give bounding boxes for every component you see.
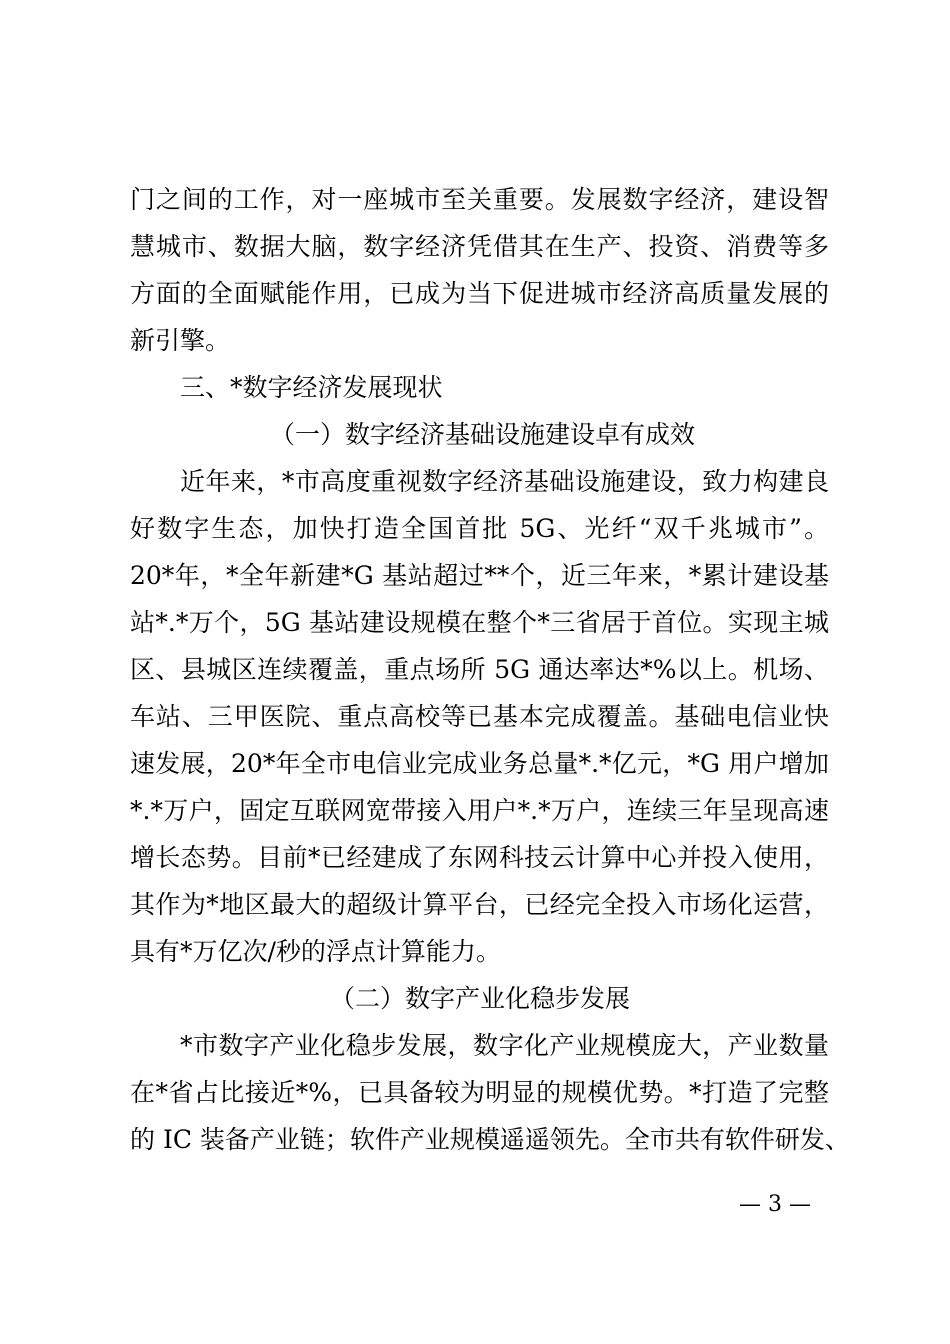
paragraph-line: 站*.*万个，5G 基站建设规模在整个*三省居于首位。实现主城 — [130, 608, 829, 637]
paragraph-line: 速发展，20*年全市电信业完成业务总量*.*亿元，*G 用户增加 — [130, 749, 829, 778]
paragraph-line: 好数字生态，加快打造全国首批 5G、光纤“双千兆城市”。 — [130, 514, 829, 543]
paragraph-line: 新引擎。 — [130, 326, 231, 355]
paragraph-line: 具有*万亿次/秒的浮点计算能力。 — [130, 937, 501, 966]
paragraph-line: 方面的全面赋能作用，已成为当下促进城市经济高质量发展的 — [130, 279, 829, 308]
paragraph-line: *市数字产业化稳步发展，数字化产业规模庞大，产业数量 — [180, 1031, 829, 1060]
paragraph-line: 20*年，*全年新建*G 基站超过**个，近三年来，*累计建设基 — [130, 561, 829, 590]
paragraph-line: 增长态势。目前*已经建成了东网科技云计算中心并投入使用， — [130, 843, 829, 872]
paragraph-line: 区、县城区连续覆盖，重点场所 5G 通达率达*%以上。机场、 — [130, 655, 829, 684]
paragraph-line: 车站、三甲医院、重点高校等已基本完成覆盖。基础电信业快 — [130, 702, 829, 731]
subsection-heading: （二）数字产业化稳步发展 — [330, 984, 631, 1013]
page-number: — 3 — — [739, 1192, 811, 1217]
paragraph-line: 慧城市、数据大脑，数字经济凭借其在生产、投资、消费等多 — [130, 232, 829, 261]
paragraph-line: 在*省占比接近*%，已具备较为明显的规模优势。*打造了完整 — [130, 1078, 829, 1107]
section-heading: 三、*数字经济发展现状 — [180, 373, 443, 402]
paragraph-line: 其作为*地区最大的超级计算平台，已经完全投入市场化运营， — [130, 890, 829, 919]
subsection-heading: （一）数字经济基础设施建设卓有成效 — [270, 420, 696, 449]
paragraph-line: *.*万户，固定互联网宽带接入用户*.*万户，连续三年呈现高速 — [130, 796, 829, 825]
paragraph-line: 的 IC 装备产业链；软件产业规模遥遥领先。全市共有软件研发、 — [130, 1125, 850, 1154]
paragraph-line: 门之间的工作，对一座城市至关重要。发展数字经济，建设智 — [130, 185, 829, 214]
paragraph-line: 近年来，*市高度重视数字经济基础设施建设，致力构建良 — [180, 467, 829, 496]
